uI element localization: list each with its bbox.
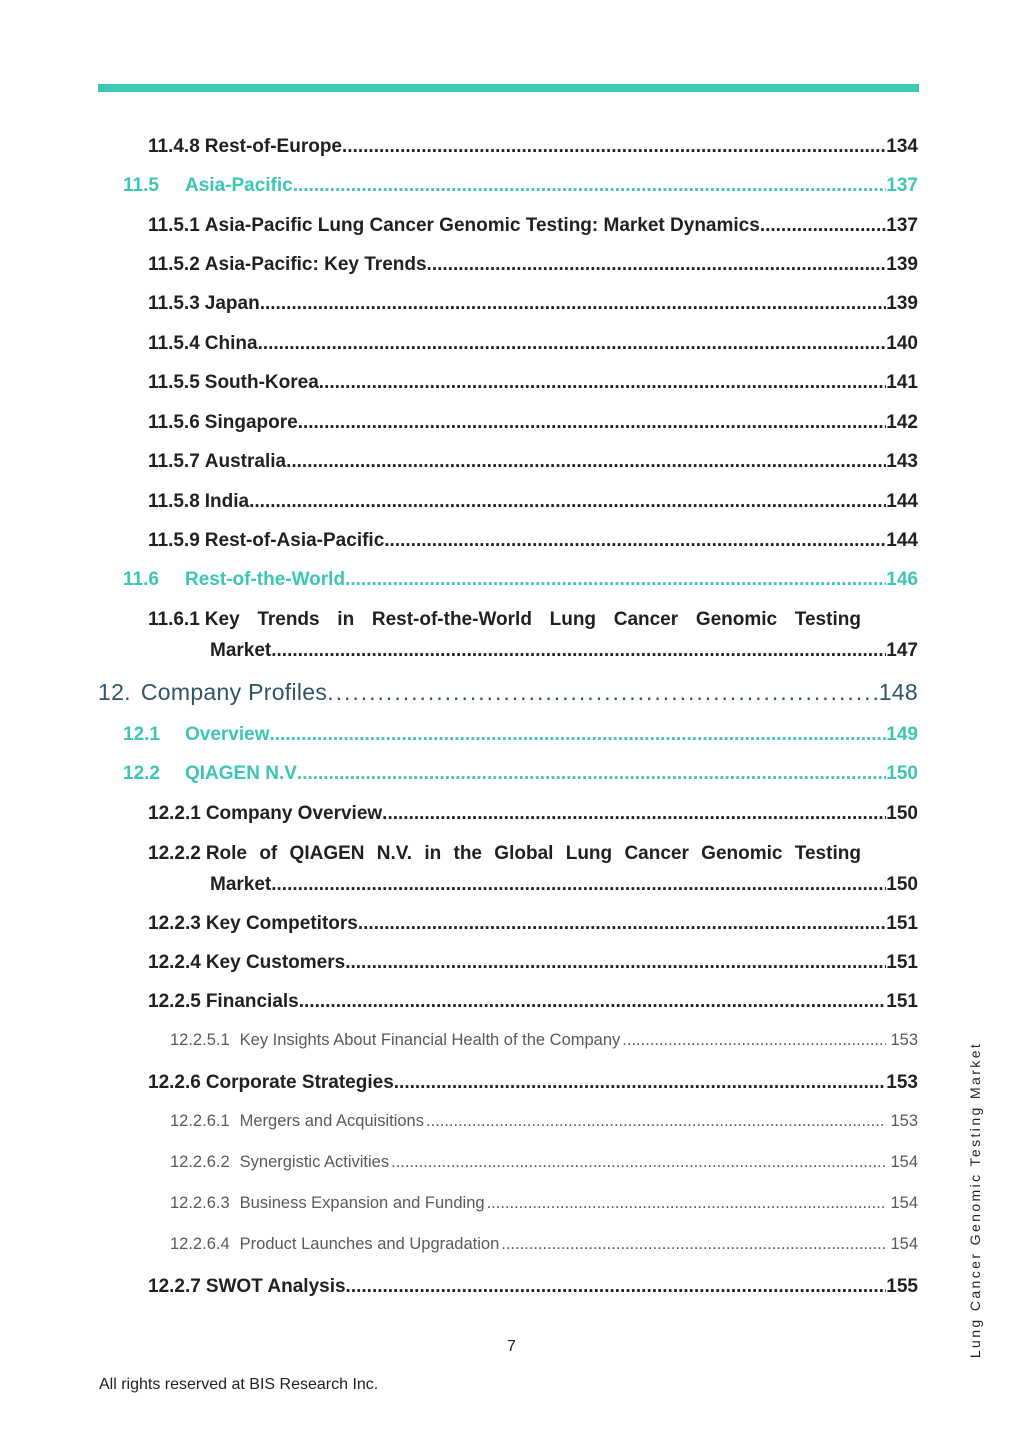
toc-page: 151	[886, 952, 918, 973]
toc-word: Lung	[565, 843, 613, 864]
dot-leader	[249, 491, 886, 513]
toc-page: 148	[878, 679, 918, 705]
toc-page: 143	[886, 451, 918, 472]
toc-word: Cancer	[624, 843, 689, 864]
toc-title: Rest-of-Europe	[204, 136, 343, 157]
toc-number: 11.5.6	[148, 412, 200, 433]
toc-title: Company Profiles	[140, 679, 328, 705]
toc-page: 137	[886, 175, 918, 196]
toc-title: Rest-of-the-World	[185, 569, 346, 590]
toc-number: 11.5.4	[148, 333, 200, 354]
toc-number: 12.1	[123, 724, 160, 745]
toc-number: 12.2	[123, 763, 160, 784]
toc-number: 12.2.6.3	[170, 1194, 230, 1212]
toc-title: Singapore	[204, 412, 298, 433]
toc-entry-11-5-6[interactable]	[148, 412, 918, 434]
toc-number: 12.2.4	[148, 952, 201, 973]
toc-entry-11-5-2[interactable]	[148, 254, 918, 276]
dot-leader	[501, 1235, 886, 1254]
toc-title: Overview	[185, 724, 270, 745]
toc-entry-11-4-8[interactable]	[148, 136, 918, 158]
toc-page: 134	[886, 136, 918, 157]
toc-entry-11-6[interactable]	[123, 569, 918, 591]
toc-page: 147	[886, 640, 918, 661]
toc-entry-12-2-6-4[interactable]	[170, 1235, 918, 1254]
toc-number: 11.5.1	[148, 215, 200, 236]
toc-entry-12-2-6[interactable]	[148, 1072, 918, 1094]
toc-page: 144	[886, 491, 918, 512]
toc-title: Corporate Strategies	[205, 1072, 394, 1093]
toc-title	[205, 609, 918, 631]
toc-title: Key Insights About Financial Health of the Company	[239, 1031, 621, 1049]
toc-title: Asia-Pacific: Key Trends	[204, 254, 427, 275]
toc-word: of	[259, 843, 278, 864]
toc-title: Synergistic Activities	[239, 1153, 390, 1171]
toc-page: 149	[886, 724, 918, 745]
dot-leader	[346, 1276, 887, 1298]
toc-title: Australia	[204, 451, 287, 472]
toc-number: 12.2.6.1	[170, 1112, 230, 1130]
toc-number: 12.2.2	[148, 843, 201, 864]
toc-entry-12-1[interactable]	[123, 724, 918, 746]
dot-leader	[358, 913, 886, 935]
toc-number: 11.6.1	[148, 609, 200, 630]
toc-title: Mergers and Acquisitions	[239, 1112, 424, 1130]
dot-leader	[297, 763, 886, 785]
toc-entry-11-5-9[interactable]	[148, 530, 918, 552]
toc-title: Business Expansion and Funding	[239, 1194, 485, 1212]
toc-entry-11-5-7[interactable]	[148, 451, 918, 473]
toc-page: 137	[886, 215, 918, 236]
report-title-sidebar: Lung Cancer Genomic Testing Market	[967, 1041, 983, 1359]
toc-page: 150	[886, 803, 918, 824]
dot-leader	[293, 175, 887, 197]
toc-entry-12-2-4[interactable]	[148, 952, 918, 974]
dot-leader	[622, 1031, 886, 1050]
dot-leader	[327, 679, 879, 706]
toc-title: Rest-of-Asia-Pacific	[204, 530, 385, 551]
toc-entry-12-2-6-1[interactable]	[170, 1112, 918, 1131]
toc-number: 12.2.6.2	[170, 1153, 230, 1171]
toc-title: China	[204, 333, 258, 354]
toc-word: Genomic	[701, 843, 783, 864]
dot-leader	[270, 724, 887, 746]
dot-leader	[271, 640, 886, 662]
toc-entry-12-2[interactable]	[123, 763, 918, 785]
toc-page: 141	[886, 372, 918, 393]
toc-title: Financials	[205, 991, 299, 1012]
toc-number: 11.5.5	[148, 372, 200, 393]
toc-number: 12.2.5	[148, 991, 201, 1012]
toc-title-continued: Market	[210, 874, 272, 895]
toc-line-1	[148, 843, 918, 865]
toc-entry-12-2-2[interactable]	[148, 843, 918, 896]
toc-word: Global	[494, 843, 554, 864]
toc-entry-11-6-1[interactable]	[148, 609, 918, 662]
toc-word: Testing	[794, 609, 861, 630]
toc-word: Rest-of-the-World	[371, 609, 532, 630]
toc-number: 12.2.1	[148, 803, 201, 824]
toc-number: 11.5.9	[148, 530, 200, 551]
dot-leader	[319, 372, 887, 394]
toc-word: N.V.	[376, 843, 413, 864]
toc-page: 151	[886, 913, 918, 934]
toc-page: 155	[886, 1276, 918, 1297]
toc-title: Company Overview	[205, 803, 383, 824]
copyright-footer: All rights reserved at BIS Research Inc.	[99, 1376, 379, 1393]
dot-leader	[342, 136, 886, 158]
toc-number: 12.	[98, 679, 131, 705]
toc-entry-12-2-6-3[interactable]	[170, 1194, 918, 1213]
toc-number: 12.2.6.4	[170, 1235, 230, 1253]
dot-leader	[345, 569, 886, 591]
toc-word: Trends	[257, 609, 320, 630]
toc-entry-11-5-5[interactable]	[148, 372, 918, 394]
dot-leader	[391, 1153, 886, 1172]
toc-entry-11-5-8[interactable]	[148, 491, 918, 513]
toc-word: Cancer	[613, 609, 679, 630]
dot-leader	[271, 874, 886, 896]
dot-leader	[382, 803, 886, 825]
toc-title: India	[204, 491, 250, 512]
toc-title: SWOT Analysis	[205, 1276, 346, 1297]
toc-page: 153	[890, 1031, 918, 1049]
toc-page: 146	[886, 569, 918, 590]
dot-leader	[427, 254, 887, 276]
toc-entry-11-5-1[interactable]	[148, 215, 918, 237]
toc-number: 12.2.7	[148, 1276, 201, 1297]
toc-title: Product Launches and Upgradation	[239, 1235, 500, 1253]
toc-chapter-12[interactable]	[98, 679, 918, 706]
dot-leader	[345, 952, 886, 974]
toc-page: 142	[886, 412, 918, 433]
toc-word: QIAGEN	[289, 843, 365, 864]
toc-title: Key Competitors	[205, 913, 358, 934]
dot-leader	[394, 1072, 887, 1094]
toc-page: 153	[890, 1112, 918, 1130]
toc-page: 139	[886, 254, 918, 275]
toc-entry-12-2-3[interactable]	[148, 913, 918, 935]
dot-leader	[299, 991, 887, 1013]
dot-leader	[260, 293, 887, 315]
toc-title	[206, 843, 918, 865]
toc-title: Asia-Pacific Lung Cancer Genomic Testing: Market Dynamics	[204, 215, 760, 236]
dot-leader	[286, 451, 886, 473]
toc-entry-12-2-5-1[interactable]	[170, 1031, 918, 1050]
toc-page: 140	[886, 333, 918, 354]
toc-word: in	[337, 609, 355, 630]
toc-word: Key	[204, 609, 240, 630]
toc-page: 151	[886, 991, 918, 1012]
page-number: 7	[507, 1338, 516, 1355]
toc-line-2	[210, 874, 918, 896]
toc-title: Key Customers	[205, 952, 346, 973]
toc-number: 11.5.2	[148, 254, 200, 275]
toc-page: 154	[890, 1153, 918, 1171]
dot-leader	[760, 215, 886, 237]
toc-page: 153	[886, 1072, 918, 1093]
toc-entry-11-5-3[interactable]	[148, 293, 918, 315]
header-rule	[98, 84, 919, 92]
toc-page: 139	[886, 293, 918, 314]
toc-entry-11-5-4[interactable]	[148, 333, 918, 355]
toc-title: QIAGEN N.V	[185, 763, 297, 784]
toc-page: 150	[886, 763, 918, 784]
toc-number: 11.5	[123, 175, 159, 196]
dot-leader	[384, 530, 886, 552]
toc-word: Testing	[794, 843, 861, 864]
toc-word: Role	[205, 843, 248, 864]
toc-line-1	[148, 609, 918, 631]
dot-leader	[298, 412, 887, 434]
toc-word: the	[453, 843, 482, 864]
toc-number: 12.2.3	[148, 913, 201, 934]
toc-entry-12-2-5[interactable]	[148, 991, 918, 1013]
toc-page: 150	[886, 874, 918, 895]
toc-page: 154	[890, 1194, 918, 1212]
dot-leader	[487, 1194, 887, 1213]
toc-number: 12.2.5.1	[170, 1031, 230, 1049]
toc-title: Japan	[204, 293, 260, 314]
toc-page: 154	[890, 1235, 918, 1253]
toc-number: 11.5.8	[148, 491, 200, 512]
toc-number: 11.5.3	[148, 293, 200, 314]
toc-word: in	[424, 843, 442, 864]
toc-number: 11.6	[123, 569, 159, 590]
dot-leader	[426, 1112, 886, 1131]
toc-title: South-Korea	[204, 372, 319, 393]
toc-title: Asia-Pacific	[185, 175, 293, 196]
toc-entry-12-2-1[interactable]	[148, 803, 918, 825]
toc-number: 11.5.7	[148, 451, 200, 472]
toc-word: Lung	[549, 609, 597, 630]
toc-word: Genomic	[695, 609, 778, 630]
toc-title-continued: Market	[210, 640, 272, 661]
toc-number: 11.4.8	[148, 136, 200, 157]
toc-entry-12-2-6-2[interactable]	[170, 1153, 918, 1172]
dot-leader	[258, 333, 887, 355]
toc-number: 12.2.6	[148, 1072, 201, 1093]
toc-line-2	[210, 640, 918, 662]
toc-entry-12-2-7[interactable]	[148, 1276, 918, 1298]
toc-entry-11-5[interactable]	[123, 175, 918, 197]
toc-page: 144	[886, 530, 918, 551]
